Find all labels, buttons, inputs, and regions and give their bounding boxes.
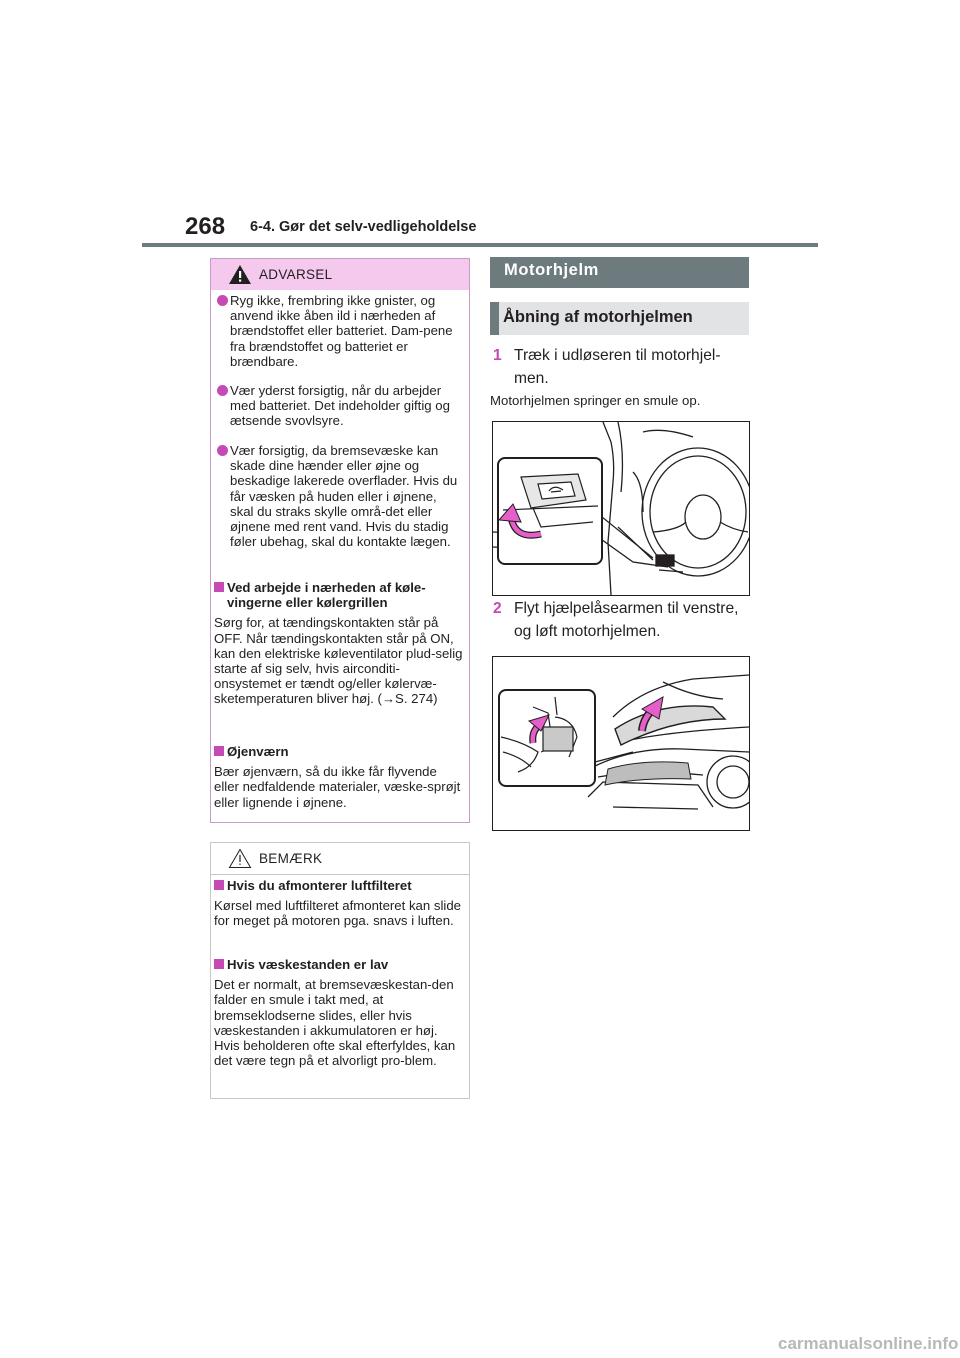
section-band (490, 257, 749, 288)
subsection-body: Det er normalt, at bremsevæskestan-den falder en smule i takt med, at bremseklodserne slides, eller hvis væskestanden i akkumulatoren er høj. Hvis beholderen ofte skal efterfyldes, kan det være tegn på et alvorligt pro-blem. (214, 977, 456, 1069)
subsection-body: Bær øjenværn, så du ikke får flyvende eller nedfaldende materialer, væske-sprøjt eller lignende i øjnene. (214, 764, 461, 810)
subsection-band-title: Åbning af motorhjelmen (503, 308, 693, 326)
square-bullet-icon (214, 959, 224, 969)
notice-title: BEMÆRK (259, 851, 323, 866)
bullet-icon (217, 295, 228, 306)
section-band-title: Motorhjelm (504, 261, 599, 279)
hood-release-figure (492, 421, 750, 596)
square-bullet-icon (214, 582, 224, 592)
lift-hood-illustration (493, 657, 749, 830)
notice-triangle-icon (228, 848, 252, 869)
warning-box (210, 258, 470, 823)
header-rule (142, 243, 818, 247)
section-title: 6-4. Gør det selv-vedligeholdelse (250, 219, 477, 235)
step-number: 1 (493, 347, 502, 364)
warning-title: ADVARSEL (259, 267, 333, 282)
warning-subsection (214, 580, 464, 707)
subsection-heading: Øjenværn (214, 744, 464, 759)
subsection-heading: Ved arbejde i nærheden af køle-vingerne eller kølergrillen (214, 580, 464, 610)
notice-subsection (214, 957, 464, 1068)
subsection-body: Sørg for, at tændingskontakten står på OFF. Når tændingskontakten står på ON, kan den elektriske køleventilator plud-selig starte af sig selv, hvis airconditi-onsystemet er tændt og/eller kølervæ-sketemperaturen bliver høj. (→S. 274) (214, 615, 463, 707)
step-number: 2 (493, 600, 502, 617)
square-bullet-icon (214, 746, 224, 756)
hood-release-illustration (493, 422, 749, 595)
bullet-icon (217, 445, 228, 456)
step-text: Træk i udløseren til motorhjel-men. (514, 347, 721, 387)
page-number: 268 (185, 213, 226, 240)
subsection-heading: Hvis du afmonterer luftfilteret (214, 878, 464, 893)
square-bullet-icon (214, 880, 224, 890)
step-note: Motorhjelmen springer en smule op. (490, 393, 701, 408)
bullet-icon (217, 385, 228, 396)
subsection-band (490, 302, 749, 335)
watermark: carmanualsonline.info (778, 1334, 959, 1353)
notice-box (210, 842, 470, 1099)
lift-hood-figure (492, 656, 750, 831)
step-text: Flyt hjælpelåsearmen til venstre, og løft motorhjelmen. (514, 600, 739, 640)
warning-triangle-icon (228, 264, 252, 285)
notice-subsection (214, 878, 464, 929)
warning-bullet: Ryg ikke, frembring ikke gnister, og anvend ikke åben ild i nærheden af brændstoffet eller batteriet. Dam-pene fra brændstoffet og batteriet er brændbare. (217, 293, 462, 369)
step-2 (493, 597, 753, 643)
band-accent (490, 302, 499, 335)
notice-header (211, 843, 469, 875)
step-1 (493, 344, 753, 390)
warning-header (211, 259, 469, 290)
subsection-body: Kørsel med luftfilteret afmonteret kan slide for meget på motoren pga. snavs i luften. (214, 898, 462, 929)
subsection-heading: Hvis væskestanden er lav (214, 957, 464, 972)
warning-bullet: Vær yderst forsigtig, når du arbejder med batteriet. Det indeholder giftig og ætsende svovlsyre. (217, 383, 462, 429)
warning-bullet: Vær forsigtig, da bremsevæske kan skade dine hænder eller øjne og beskadige lakerede overflader. Hvis du får væsken på huden eller i øjnene, skal du straks skylle områ-det eller øjnene med rent vand. Hvis du stadig føler ubehag, skal du kontakte lægen. (217, 443, 462, 549)
warning-subsection (214, 744, 464, 810)
